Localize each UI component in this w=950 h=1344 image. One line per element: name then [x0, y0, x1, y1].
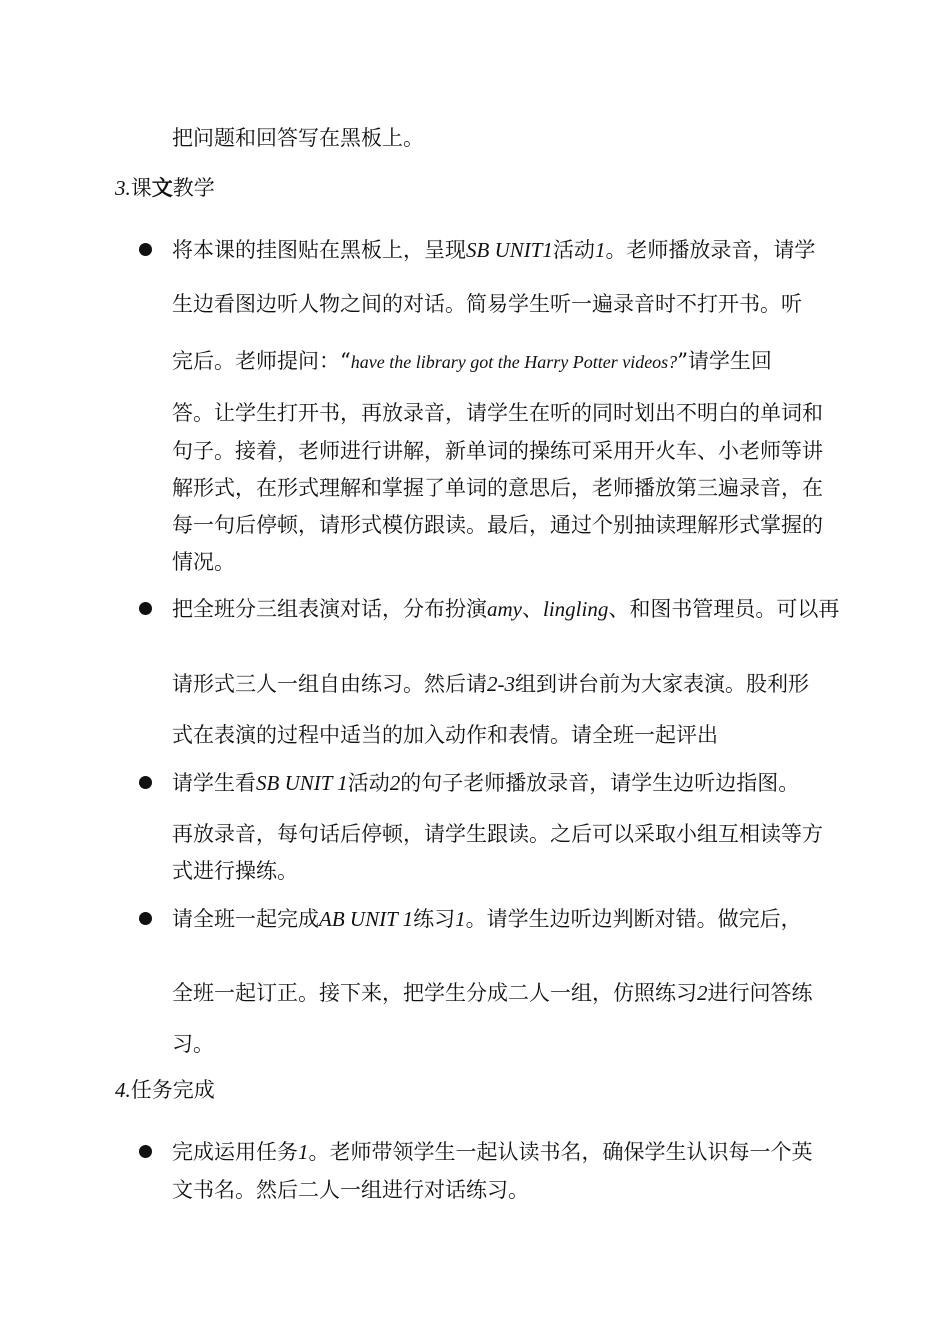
section-3-heading	[115, 177, 215, 199]
b2-l1-sep: 、	[522, 597, 543, 621]
bullet-1-line-6	[172, 478, 823, 499]
section-4-title: 任务完成	[130, 1078, 215, 1102]
b3-l1-ital: SB UNIT 1	[256, 771, 348, 795]
b2-l2-b: 组到讲台前为大家表演。股利形	[515, 672, 809, 696]
bullet-2-line-2	[172, 674, 809, 695]
b1-l2: 生边看图边听人物之间的对话。简易学生听一遍录音时不打开书。听	[172, 292, 802, 316]
b4-l2-num: 2	[697, 981, 708, 1005]
intro-line	[172, 128, 424, 149]
bullet-1-line-1	[172, 240, 815, 261]
section-3-number: 3.	[115, 176, 131, 200]
b4-l1-c: 。请学生边听边判断对错。做完后，	[465, 907, 802, 931]
b1-l1-b: 活动	[552, 238, 595, 262]
bullet-1-line-7	[172, 515, 823, 536]
b2-l2-ital: 2-3	[487, 672, 515, 696]
b1-l7: 每一句后停顿，请形式模仿跟读。最后，通过个别抽读理解形式掌握的	[172, 513, 823, 537]
section-4-heading	[115, 1080, 215, 1101]
b1-l1-num: 1	[594, 238, 606, 262]
section-3-title-bold: 文	[151, 175, 173, 200]
b1-l3-b: ”请学生回	[677, 349, 772, 373]
b3-l1-a: 请学生看	[172, 771, 256, 795]
b1-l1-ital: SB UNIT1	[466, 238, 553, 262]
bullet-1-line-5	[172, 441, 823, 462]
b5-l2: 文书名。然后二人一组进行对话练习。	[172, 1178, 529, 1202]
bullet-1-line-2	[172, 294, 802, 315]
section-3-title-pre: 课	[130, 176, 152, 200]
bullet-3-line-3	[172, 861, 298, 882]
b2-l3: 式在表演的过程中适当的加入动作和表情。请全班一起评出	[172, 723, 718, 747]
bullet-1-line-8	[172, 552, 235, 573]
bullet-3-line-1	[172, 773, 799, 794]
b2-l1-b: 、和图书管理员。可以再	[608, 597, 840, 621]
bullet-1-dot	[139, 243, 152, 256]
b3-l2: 再放录音，每句话后停顿，请学生跟读。之后可以采取小组互相读等方	[172, 822, 823, 846]
intro-text: 把问题和回答写在黑板上。	[172, 126, 424, 150]
b5-l1-b: 。老师带领学生一起认读书名，确保学生认识每一个英	[308, 1140, 813, 1164]
bullet-4-line-3	[172, 1034, 214, 1055]
b1-l8: 情况。	[172, 550, 235, 574]
b1-l4: 答。让学生打开书，再放录音，请学生在听的同时划出不明白的单词和	[172, 401, 823, 425]
b4-l2-a: 全班一起订正。接下来，把学生分成二人一组，仿照练习	[172, 981, 697, 1005]
b3-l1-b: 活动	[347, 771, 390, 795]
b3-l3: 式进行操练。	[172, 859, 298, 883]
b1-l3-a: 完后。老师提问：“	[172, 349, 351, 373]
section-4-number: 4.	[115, 1078, 131, 1102]
b3-l1-c: 的句子老师播放录音，请学生边听边指图。	[400, 771, 800, 795]
b4-l1-b: 练习	[413, 907, 456, 931]
bullet-4-dot	[139, 912, 152, 925]
b3-l1-num: 2	[389, 771, 401, 795]
b4-l1-a: 请全班一起完成	[172, 907, 319, 931]
b4-l1-ital: AB UNIT 1	[319, 907, 414, 931]
bullet-1-line-3	[172, 351, 772, 372]
b1-l5: 句子。接着，老师进行讲解，新单词的操练可采用开火车、小老师等讲	[172, 439, 823, 463]
b2-l1-a: 把全班分三组表演对话，分布扮演	[172, 597, 487, 621]
b5-l1-a: 完成运用任务	[172, 1140, 298, 1164]
b1-l3-ital: have the library got the Harry Potter videos?	[350, 352, 678, 372]
bullet-4-line-2	[172, 983, 813, 1004]
bullet-2-line-1	[172, 599, 839, 620]
b4-l1-num: 1	[455, 907, 466, 931]
b1-l6: 解形式，在形式理解和掌握了单词的意思后，老师播放第三遍录音，在	[172, 476, 823, 500]
bullet-5-line-1	[172, 1142, 813, 1163]
section-3-title-post: 教学	[172, 176, 215, 200]
bullet-2-line-3	[172, 725, 718, 746]
b4-l2-b: 进行问答练	[707, 981, 813, 1005]
b2-l2-a: 请形式三人一组自由练习。然后请	[172, 672, 487, 696]
bullet-3-dot	[139, 776, 152, 789]
bullet-5-line-2	[172, 1180, 529, 1201]
bullet-3-line-2	[172, 824, 823, 845]
b2-l1-ital1: amy	[487, 597, 522, 621]
b2-l1-ital2: lingling	[543, 597, 609, 621]
b5-l1-num: 1	[298, 1140, 309, 1164]
bullet-2-dot	[139, 602, 152, 615]
b4-l3: 习。	[172, 1032, 214, 1056]
bullet-1-line-4	[172, 403, 823, 424]
b1-l1-a: 将本课的挂图贴在黑板上，呈现	[172, 238, 466, 262]
bullet-4-line-1	[172, 909, 802, 930]
bullet-5-dot	[139, 1145, 152, 1158]
b1-l1-c: 。老师播放录音，请学	[605, 238, 816, 262]
